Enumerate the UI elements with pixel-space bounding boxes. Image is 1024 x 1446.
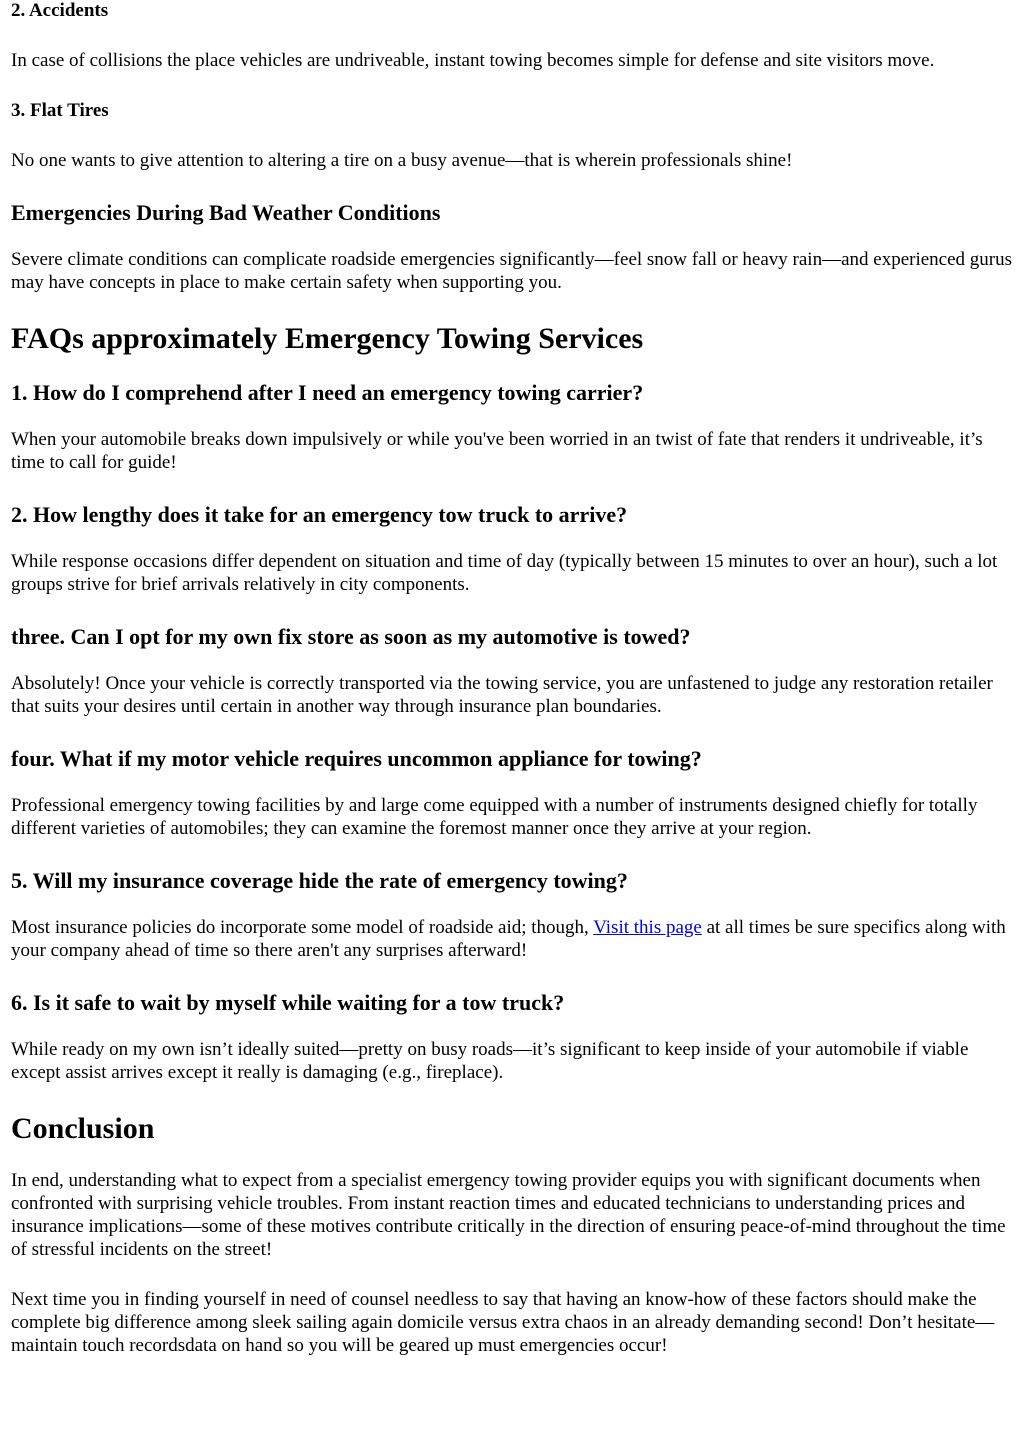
conclusion-title: Conclusion	[11, 1112, 155, 1145]
faq-answer-2: While response occasions differ dependent on situation and time of day (typically between 15 minutes to over an hour), such a lot groups strive for brief arrivals relatively in city components.	[11, 551, 998, 595]
faq-answer-5-before: Most insurance policies do incorporate some model of roadside aid; though,	[11, 917, 594, 938]
weather-text: Severe climate conditions can complicate roadside emergencies significantly—feel snow fall or heavy rain—and experienced gurus may have concepts in place to make certain safety when supporting you.	[11, 249, 1012, 293]
flat-tires-heading: 3. Flat Tires	[11, 100, 109, 121]
visit-page-link[interactable]: Visit this page	[593, 917, 702, 938]
faq-answer-5-after: at all times be sure specifics along with your company ahead of time so there aren't any surprises afterward!	[11, 917, 1006, 961]
faq-question-3: three. Can I opt for my own fix store as soon as my automotive is towed?	[11, 624, 691, 649]
faq-answer-3: Absolutely! Once your vehicle is correctly transported via the towing service, you are unfastened to judge any restoration retailer that suits your desires until certain in another way through insurance plan boundaries.	[11, 673, 993, 717]
faq-answer-5	[11, 916, 1014, 962]
faq-question-6: 6. Is it safe to wait by myself while waiting for a tow truck?	[11, 990, 565, 1015]
conclusion-paragraph-2: Next time you in finding yourself in need of counsel needless to say that having an know-how of these factors should make the complete big difference among sleek sailing again domicile versus extra chaos in an already demanding second! Don’t hesitate—maintain touch recordsdata on hand so you will be geared up must emergencies occur!	[11, 1289, 995, 1356]
faq-question-4: four. What if my motor vehicle requires uncommon appliance for towing?	[11, 746, 702, 771]
accidents-heading: 2. Accidents	[11, 0, 109, 21]
conclusion-paragraph-1: In end, understanding what to expect from a specialist emergency towing provider equips you with significant documents when confronted with surprising vehicle troubles. From instant reaction times and educated technicians to understanding prices and insurance implications—some of these motives contribute critically in the direction of ensuring peace-of-mind throughout the time of stressful incidents on the street!	[11, 1170, 1006, 1260]
faq-answer-4: Professional emergency towing facilities by and large come equipped with a number of instruments designed chiefly for totally different varieties of automobiles; they can examine the foremost manner once they arrive at your region.	[11, 795, 978, 839]
accidents-text: In case of collisions the place vehicles are undriveable, instant towing becomes simple for defense and site visitors move.	[11, 50, 935, 71]
faq-answer-1: When your automobile breaks down impulsively or while you've been worried in an twist of fate that renders it undriveable, it’s time to call for guide!	[11, 429, 983, 473]
weather-heading: Emergencies During Bad Weather Conditions	[11, 200, 441, 225]
faq-title: FAQs approximately Emergency Towing Services	[11, 322, 644, 355]
faq-question-1: 1. How do I comprehend after I need an emergency towing carrier?	[11, 380, 644, 405]
faq-question-5: 5. Will my insurance coverage hide the rate of emergency towing?	[11, 868, 628, 893]
flat-tires-text: No one wants to give attention to altering a tire on a busy avenue—that is wherein professionals shine!	[11, 150, 793, 171]
faq-answer-6: While ready on my own isn’t ideally suited—pretty on busy roads—it’s significant to keep inside of your automobile if viable except assist arrives except it really is damaging (e.g., fireplace).	[11, 1039, 969, 1083]
faq-question-2: 2. How lengthy does it take for an emergency tow truck to arrive?	[11, 502, 628, 527]
